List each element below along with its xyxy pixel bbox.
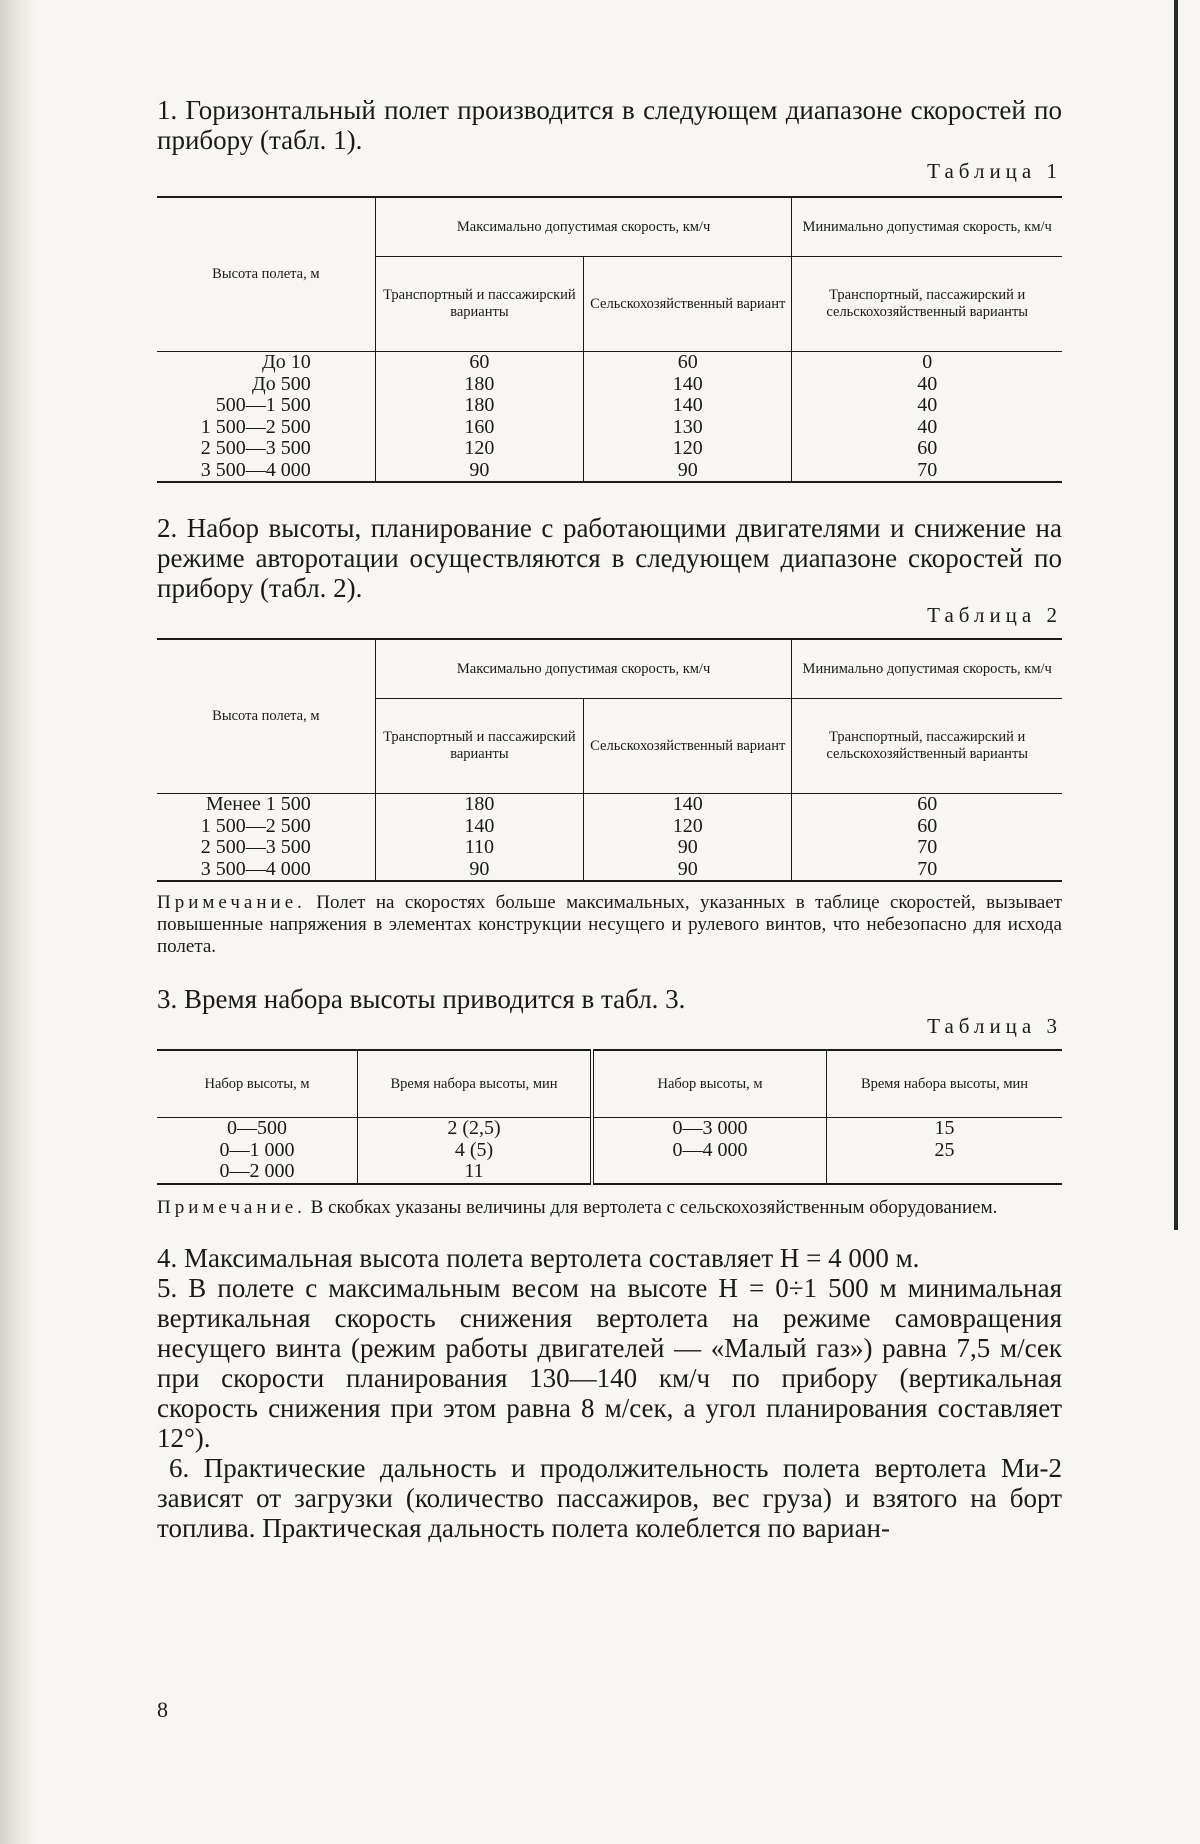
- table-3-climb-header-left: Набор высоты, м: [157, 1050, 358, 1118]
- table-1-agri-header: Сельскохозяйственный вариант: [584, 257, 792, 352]
- table-1-caption: Таблица 1: [927, 159, 1062, 183]
- table-2-height-header: Высота полета, м: [157, 639, 375, 794]
- table-cell: 60: [917, 814, 938, 837]
- table-cell: 500—1 500: [215, 394, 311, 416]
- table-cell: 90: [677, 458, 698, 481]
- table-cell: 40: [917, 372, 938, 395]
- table-cell: 0—4 000: [672, 1138, 748, 1161]
- note-2-text: В скобках указаны величины для вертолета с сельскохозяйственным оборудованием.: [305, 1196, 998, 1218]
- table-1-max-speed-header: Максимально допустимая скорость, км/ч: [375, 197, 792, 257]
- table-2-min-variants-header: Транспортный, пассажирский и сельскохозяйственный варианты: [792, 699, 1062, 794]
- table-cell: 15: [934, 1117, 955, 1139]
- table-1: [157, 196, 1062, 483]
- table-cell: 120: [672, 437, 703, 459]
- note-2: [157, 1197, 1062, 1219]
- table-cell: 120: [464, 437, 495, 459]
- note-1: [157, 892, 1062, 958]
- scan-edge-line: [1174, 0, 1178, 1230]
- table-cell: 25: [934, 1138, 955, 1161]
- table-cell: 60: [469, 351, 490, 373]
- table-3: [157, 1049, 1062, 1185]
- table-1-transport-header: Транспортный и пассажирский варианты: [375, 257, 583, 352]
- page-number: 8: [157, 1697, 168, 1722]
- table-cell: 60: [917, 793, 938, 815]
- paragraph-1: 1. Горизонтальный полет производится в следующем диапазоне скоростей по прибору (табл. 1).: [157, 95, 1062, 155]
- table-2: [157, 638, 1062, 882]
- table-1-min-speed-header: Минимально допустимая скорость, км/ч: [792, 197, 1062, 257]
- table-3-climb-header-right: Набор высоты, м: [592, 1050, 827, 1118]
- table-3-climb-column-right: [592, 1118, 827, 1184]
- table-cell: 140: [672, 372, 703, 395]
- table-cell: 2 500—3 500: [200, 437, 311, 459]
- table-cell: 130: [672, 415, 703, 438]
- table-cell: 40: [917, 394, 938, 416]
- table-2-max-speed-header: Максимально допустимая скорость, км/ч: [375, 639, 792, 699]
- table-3-time-column-left: [358, 1118, 593, 1184]
- table-cell: 180: [464, 372, 495, 395]
- table-1-min-variants-header: Транспортный, пассажирский и сельскохозяйственный варианты: [792, 257, 1062, 352]
- table-cell: 160: [464, 415, 495, 438]
- table-2-agri-column: [584, 794, 792, 882]
- paragraph-4: 4. Максимальная высота полета вертолета составляет H = 4 000 м.: [157, 1242, 920, 1273]
- table-2-height-column: [157, 794, 375, 882]
- table-cell: 140: [672, 793, 703, 815]
- table-cell: 40: [917, 415, 938, 438]
- table-cell: 0: [922, 351, 933, 373]
- table-cell: 90: [677, 836, 698, 858]
- table-2-transport-header: Транспортный и пассажирский варианты: [375, 699, 583, 794]
- paragraph-3: 3. Время набора высоты приводится в табл. 3.: [157, 984, 686, 1014]
- table-cell: 2 500—3 500: [200, 836, 311, 858]
- table-2-caption: Таблица 2: [927, 603, 1062, 627]
- table-cell: 0—1 000: [219, 1138, 295, 1161]
- scan-edge-shadow: [0, 0, 38, 1844]
- table-cell: 70: [917, 857, 938, 880]
- table-3-time-header-right: Время набора высоты, мин: [827, 1050, 1063, 1118]
- page-content: [157, 95, 1062, 1543]
- table-cell: 180: [464, 394, 495, 416]
- table-cell: 2 (2,5): [447, 1117, 501, 1139]
- table-cell: 0—3 000: [672, 1117, 748, 1139]
- table-cell: До 500: [252, 372, 311, 395]
- table-cell: 0—2 000: [219, 1160, 295, 1182]
- table-3-time-header-left: Время набора высоты, мин: [358, 1050, 593, 1118]
- table-cell: 0—500: [227, 1117, 287, 1139]
- table-1-height-header: Высота полета, м: [157, 197, 375, 352]
- table-cell: 90: [677, 857, 698, 880]
- table-1-agri-column: [584, 352, 792, 483]
- table-cell: 140: [672, 394, 703, 416]
- table-cell: 3 500—4 000: [200, 857, 311, 880]
- table-3-climb-column-left: [157, 1118, 358, 1184]
- table-cell: 90: [469, 857, 490, 880]
- note-1-label: Примечание.: [157, 892, 306, 913]
- paragraph-6: 6. Практические дальность и продолжительность полета вертолета Ми-2 зависят от загрузки (количество пассажиров, вес груза) и взятого на борт топлива. Практическая дальность полета колеблется по вариан-: [157, 1452, 1062, 1543]
- table-cell: 120: [672, 814, 703, 837]
- table-cell: До 10: [262, 351, 311, 373]
- table-2-agri-header: Сельскохозяйственный вариант: [584, 699, 792, 794]
- table-cell: 180: [464, 793, 495, 815]
- table-1-height-column: [157, 352, 375, 483]
- table-1-min-column: [792, 352, 1062, 483]
- table-cell: 3 500—4 000: [200, 458, 311, 481]
- table-cell: 1 500—2 500: [200, 415, 311, 438]
- table-3-caption: Таблица 3: [927, 1014, 1062, 1038]
- table-cell: 60: [677, 351, 698, 373]
- table-cell: 70: [917, 836, 938, 858]
- paragraph-2: 2. Набор высоты, планирование с работающими двигателями и снижение на режиме авторотации осуществляются в следующем диапазоне скоростей по прибору (табл. 2).: [157, 513, 1062, 603]
- table-1-transport-column: [375, 352, 583, 483]
- table-3-time-column-right: [827, 1118, 1063, 1184]
- table-cell: 90: [469, 458, 490, 481]
- note-2-label: Примечание.: [157, 1196, 306, 1218]
- table-2-transport-column: [375, 794, 583, 882]
- table-cell: 11: [464, 1160, 484, 1182]
- table-2-min-speed-header: Минимально допустимая скорость, км/ч: [792, 639, 1062, 699]
- note-1-text: Полет на скоростях больше максимальных, указанных в таблице скоростей, вызывает повышенные напряжения в элементах конструкции несущего и рулевого винтов, что небезопасно для исхода полета.: [157, 892, 1062, 957]
- table-cell: 110: [464, 836, 495, 858]
- table-2-min-column: [792, 794, 1062, 882]
- paragraph-5: 5. В полете с максимальным весом на высоте H = 0÷1 500 м минимальная вертикальная скорость снижения вертолета на режиме самовращения несущего винта (режим работы двигателей — «Малый газ») равна 7,5 м/сек при скорости планирования 130—140 км/ч по прибору (вертикальная скорость снижения при этом равна 8 м/сек, а угол планирования составляет 12°).: [157, 1272, 1062, 1453]
- table-cell: 1 500—2 500: [200, 814, 311, 837]
- table-cell: Менее 1 500: [205, 793, 311, 815]
- table-cell: 60: [917, 437, 938, 459]
- table-cell: 140: [464, 814, 495, 837]
- table-cell: 4 (5): [454, 1138, 494, 1161]
- table-cell: 70: [917, 458, 938, 481]
